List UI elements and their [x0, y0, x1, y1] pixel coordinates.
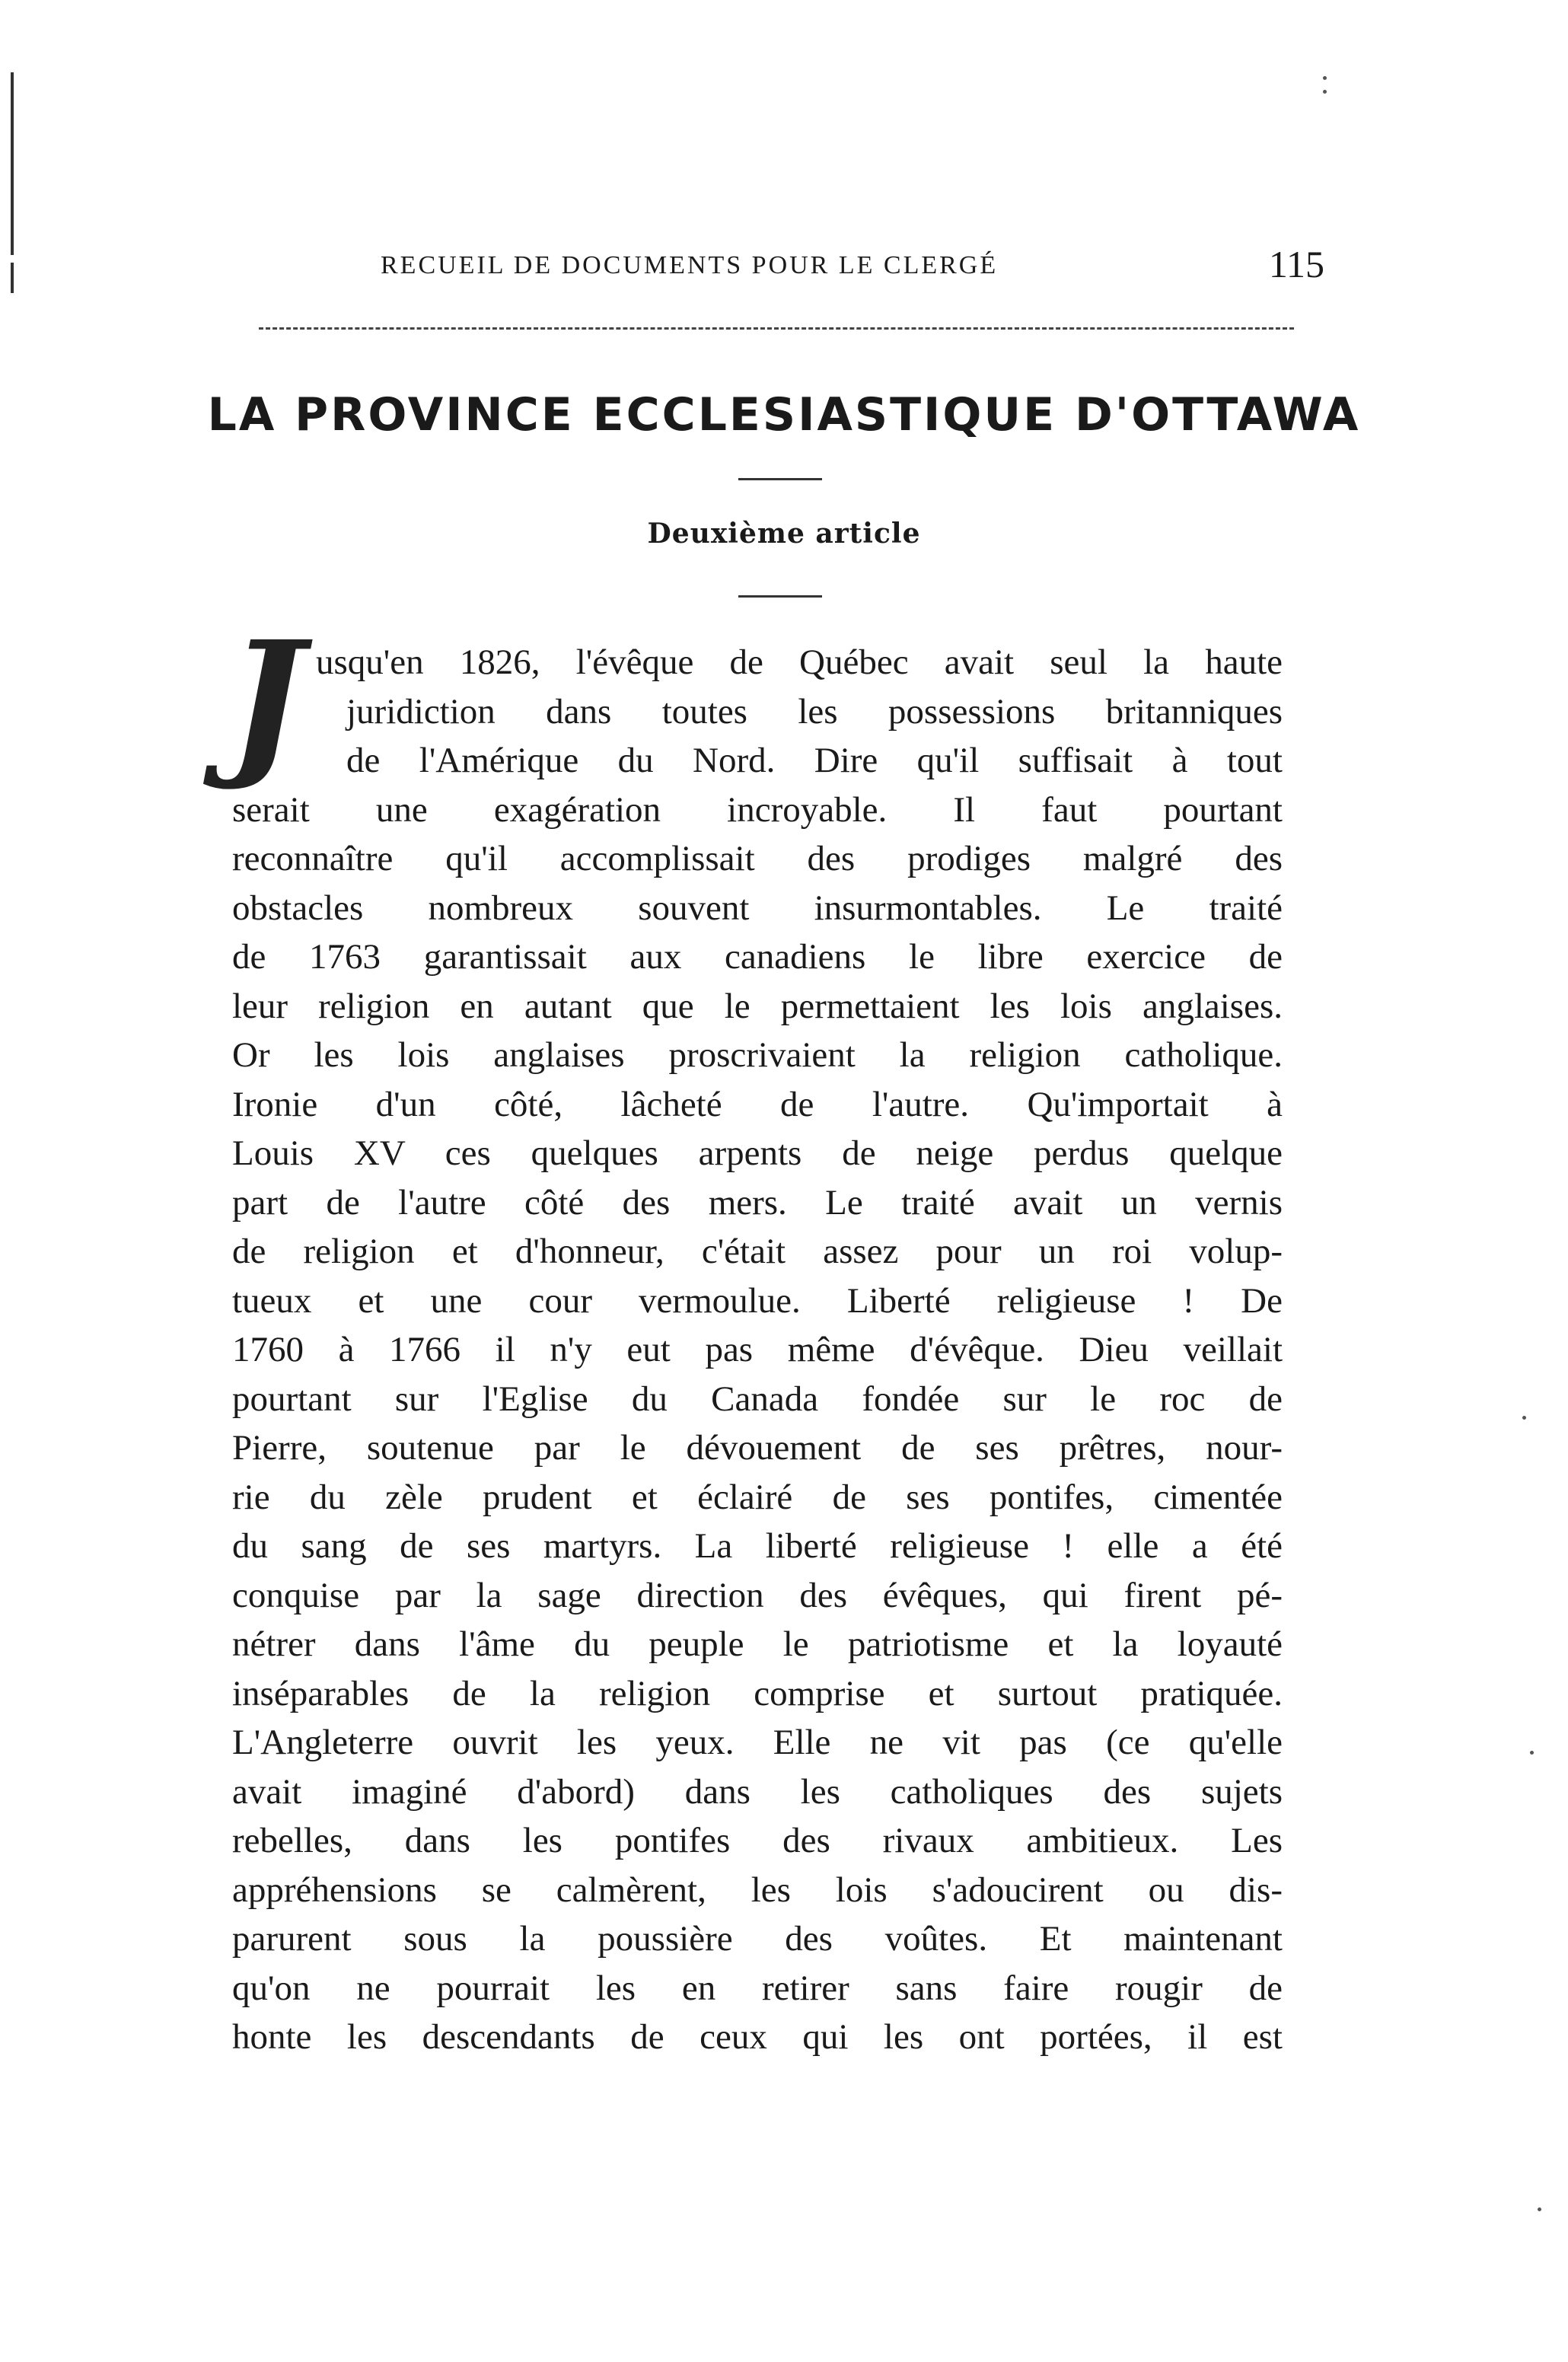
body-line: usqu'en 1826, l'évêque de Québec avait seul la haute: [316, 642, 1283, 682]
body-line: juridiction dans toutes les possessions britanniques: [346, 691, 1283, 732]
body-line: appréhensions se calmèrent, les lois s'adoucirent ou dis-: [232, 1870, 1283, 1910]
scan-speck: [1522, 1416, 1526, 1420]
scan-speck: [1530, 1751, 1534, 1755]
margin-scan-mark: [11, 72, 14, 255]
body-line: de religion et d'honneur, c'était assez pour un roi volup-: [232, 1232, 1283, 1271]
body-line: 1760 à 1766 il n'y eut pas même d'évêque. Dieu veillait: [232, 1330, 1283, 1369]
body-line: pourtant sur l'Eglise du Canada fondée sur le roc de: [232, 1379, 1283, 1419]
body-line: rebelles, dans les pontifes des rivaux ambitieux. Les: [232, 1821, 1283, 1860]
body-line: L'Angleterre ouvrit les yeux. Elle ne vit pas (ce qu'elle: [232, 1723, 1283, 1762]
body-line: Pierre, soutenue par le dévouement de ses prêtres, nour-: [232, 1428, 1283, 1468]
body-line: honte les descendants de ceux qui les ont portées, il est: [232, 2017, 1283, 2057]
running-header-title: RECUEIL DE DOCUMENTS POUR LE CLERGÉ: [381, 251, 999, 279]
body-line: obstacles nombreux souvent insurmontables. Le traité: [232, 888, 1283, 928]
body-line: de l'Amérique du Nord. Dire qu'il suffisait à tout: [346, 741, 1283, 780]
title-separator: [738, 478, 822, 480]
drop-cap: J: [228, 606, 304, 794]
subtitle-separator: [738, 595, 822, 598]
body-line: de 1763 garantissait aux canadiens le libre exercice de: [232, 937, 1283, 977]
scan-speck: [1323, 90, 1327, 94]
article-title: LA PROVINCE ECCLESIASTIQUE D'OTTAWA: [207, 388, 1361, 441]
body-line: part de l'autre côté des mers. Le traité avait un vernis: [232, 1182, 1283, 1222]
body-line: leur religion en autant que le permettaient les lois anglaises.: [232, 986, 1283, 1026]
body-line: conquise par la sage direction des évêques, qui firent pé-: [232, 1575, 1283, 1615]
body-line: rie du zèle prudent et éclairé de ses pontifes, cimentée: [232, 1477, 1283, 1517]
body-line: Ironie d'un côté, lâcheté de l'autre. Qu'importait à: [232, 1084, 1283, 1124]
article-body: [232, 638, 1283, 2062]
body-line: qu'on ne pourrait les en retirer sans faire rougir de: [232, 1968, 1283, 2008]
article-subtitle: Deuxième article: [647, 518, 921, 550]
margin-scan-mark: [11, 263, 14, 293]
scan-speck: [1538, 2207, 1541, 2211]
body-line: Or les lois anglaises proscrivaient la religion catholique.: [232, 1035, 1283, 1075]
body-line: parurent sous la poussière des voûtes. Et maintenant: [232, 1919, 1283, 1959]
body-line: du sang de ses martyrs. La liberté religieuse ! elle a été: [232, 1526, 1283, 1566]
body-line: nétrer dans l'âme du peuple le patriotisme et la loyauté: [232, 1624, 1283, 1664]
header-rule: [259, 327, 1294, 330]
scan-speck: [1323, 76, 1327, 80]
body-line: inséparables de la religion comprise et surtout pratiquée.: [232, 1673, 1283, 1713]
body-line: reconnaître qu'il accomplissait des prodiges malgré des: [232, 839, 1283, 878]
page-number: 115: [1268, 243, 1324, 285]
body-line: serait une exagération incroyable. Il faut pourtant: [232, 789, 1283, 830]
body-line: tueux et une cour vermoulue. Liberté religieuse ! De: [232, 1280, 1283, 1321]
body-line: Louis XV ces quelques arpents de neige perdus quelque: [232, 1133, 1283, 1173]
body-line: avait imaginé d'abord) dans les catholiques des sujets: [232, 1771, 1283, 1812]
